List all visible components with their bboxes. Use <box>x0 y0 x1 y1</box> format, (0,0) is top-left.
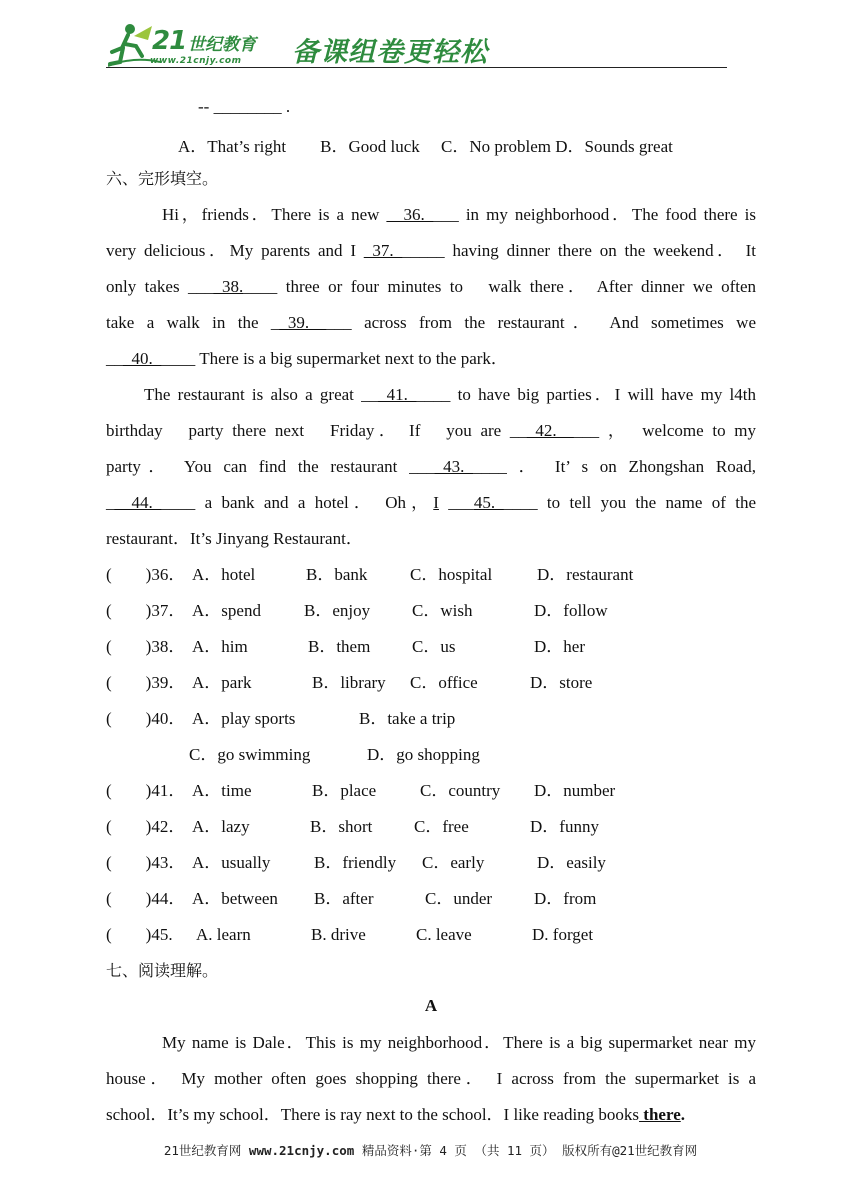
prev-options: A．That’s right B．Good luck C．No problem D．Sounds great <box>178 137 673 156</box>
header-slogan: 备课组卷更轻松 <box>292 37 488 68</box>
blank-42: _42.__ <box>526 421 574 440</box>
option-d: D. forget <box>532 925 594 944</box>
question-number: ( )43． <box>106 853 186 872</box>
cloze-line-8: party． You can find the restaurant ____43._____ ． It’ s on Zhongshan Road, <box>106 457 756 476</box>
option-d: D．from <box>534 889 597 908</box>
footer-url: www.21cnjy.com <box>248 1143 355 1158</box>
option-d: D．number <box>534 781 616 800</box>
option-c: C. leave <box>416 925 472 944</box>
option-b: B．place <box>312 781 377 800</box>
blank-37: _37._ <box>363 241 403 260</box>
cloze-line-1: Hi，friends．There is a new __36.____ in my neighborhood．The food there is <box>162 205 756 224</box>
question-number: ( )38． <box>106 637 186 656</box>
option-d: D．store <box>530 673 593 692</box>
option-b: B．library <box>312 673 386 692</box>
question-number: ( )37． <box>106 601 186 620</box>
question-number: ( )39． <box>106 673 186 692</box>
footer-info: 精品资料·第 4 页 （共 11 页） 版权所有@21世纪教育网 <box>361 1143 698 1158</box>
option-b: B．bank <box>306 565 368 584</box>
question-number: ( )45. <box>106 925 173 944</box>
question-number: ( )44． <box>106 889 186 908</box>
section-title-cloze: 六、完形填空。 <box>106 169 219 188</box>
option-a: A．play sports <box>192 709 296 728</box>
page-footer <box>0 1141 861 1159</box>
option-c: C．wish <box>412 601 473 620</box>
option-a: A．park <box>192 673 252 692</box>
option-c: C．country <box>420 781 501 800</box>
logo-number: 21 <box>152 26 187 56</box>
header-rule <box>106 67 727 68</box>
blank-43: _43._ <box>434 457 473 476</box>
passage-line-3: school．It’s my school．There is ray next to the school．I like reading books there. <box>106 1105 685 1124</box>
passage-title: A <box>424 996 438 1015</box>
option-c: C．go swimming <box>189 745 311 764</box>
option-a: A．between <box>192 889 278 908</box>
blank-38: _38. <box>213 277 244 296</box>
blank-44: __44._ <box>114 493 162 512</box>
question-number: ( )36． <box>106 565 186 584</box>
blank-36: __36._ <box>386 205 434 224</box>
option-c: C．us <box>412 637 456 656</box>
logo-url: www.21cnjy.com <box>150 56 242 66</box>
option-c: C．free <box>414 817 469 836</box>
option-c: C．hospital <box>410 565 493 584</box>
option-b: B．enjoy <box>304 601 371 620</box>
option-b: B．take a trip <box>359 709 456 728</box>
option-d: D．restaurant <box>537 565 634 584</box>
option-a: A．hotel <box>192 565 256 584</box>
blank-45: 45._ <box>473 493 504 512</box>
passage-line-2: house． My mother often goes shopping there． I across from the supermarket is a <box>106 1069 756 1088</box>
question-number: ( )40． <box>106 709 186 728</box>
cloze-line-2: very delicious．My parents and I _37.______ having dinner there on the weekend． It <box>106 241 756 260</box>
option-b: B．them <box>308 637 371 656</box>
option-d: D．follow <box>534 601 608 620</box>
option-b: B．after <box>314 889 374 908</box>
cloze-line-3: only takes ____38.____ three or four minutes to walk there． After dinner we often <box>106 277 756 296</box>
cloze-line-10: restaurant．It’s Jinyang Restaurant． <box>106 529 363 548</box>
option-a: A．lazy <box>192 817 250 836</box>
option-a: A．him <box>192 637 248 656</box>
prev-answer-line: -- ________ . <box>198 97 291 116</box>
option-a: A．usually <box>192 853 271 872</box>
logo-text: 世纪教育 <box>188 35 256 55</box>
option-b: B. drive <box>311 925 366 944</box>
footer-site: 21世纪教育网 <box>163 1143 242 1158</box>
question-number: ( )42． <box>106 817 186 836</box>
cloze-line-5: ___40._____ There is a big supermarket next to the park． <box>106 349 508 368</box>
option-d: D．funny <box>530 817 599 836</box>
option-a: A．time <box>192 781 252 800</box>
option-b: B．short <box>310 817 373 836</box>
cloze-line-4: take a walk in the __39._____ across from the restaurant． And sometimes we <box>106 313 756 332</box>
cloze-line-6: The restaurant is also a great ___41._____ to have big parties．I will have my l4th <box>144 385 757 404</box>
option-d: D．go shopping <box>367 745 480 764</box>
passage-line-1: My name is Dale．This is my neighborhood．There is a big supermarket near my <box>162 1033 756 1052</box>
option-d: D．easily <box>537 853 606 872</box>
option-c: C．early <box>422 853 485 872</box>
cloze-line-7: birthday party there next Friday． If you are ___42._____ ， welcome to my <box>106 421 756 440</box>
blank-40: _40._ <box>123 349 162 368</box>
option-a: A. learn <box>196 925 251 944</box>
option-b: B．friendly <box>314 853 397 872</box>
option-c: C．office <box>410 673 478 692</box>
option-d: D．her <box>534 637 585 656</box>
blank-39: _39.__ <box>279 313 327 332</box>
option-a: A．spend <box>192 601 261 620</box>
question-number: ( )41． <box>106 781 186 800</box>
blank-41: _41._ <box>378 385 417 404</box>
section-title-reading: 七、阅读理解。 <box>106 961 219 980</box>
underlined-word: there <box>639 1105 681 1124</box>
cloze-line-9: ___44._____ a bank and a hotel． Oh，I ___45._____ to tell you the name of the <box>106 493 757 512</box>
option-c: C．under <box>425 889 493 908</box>
